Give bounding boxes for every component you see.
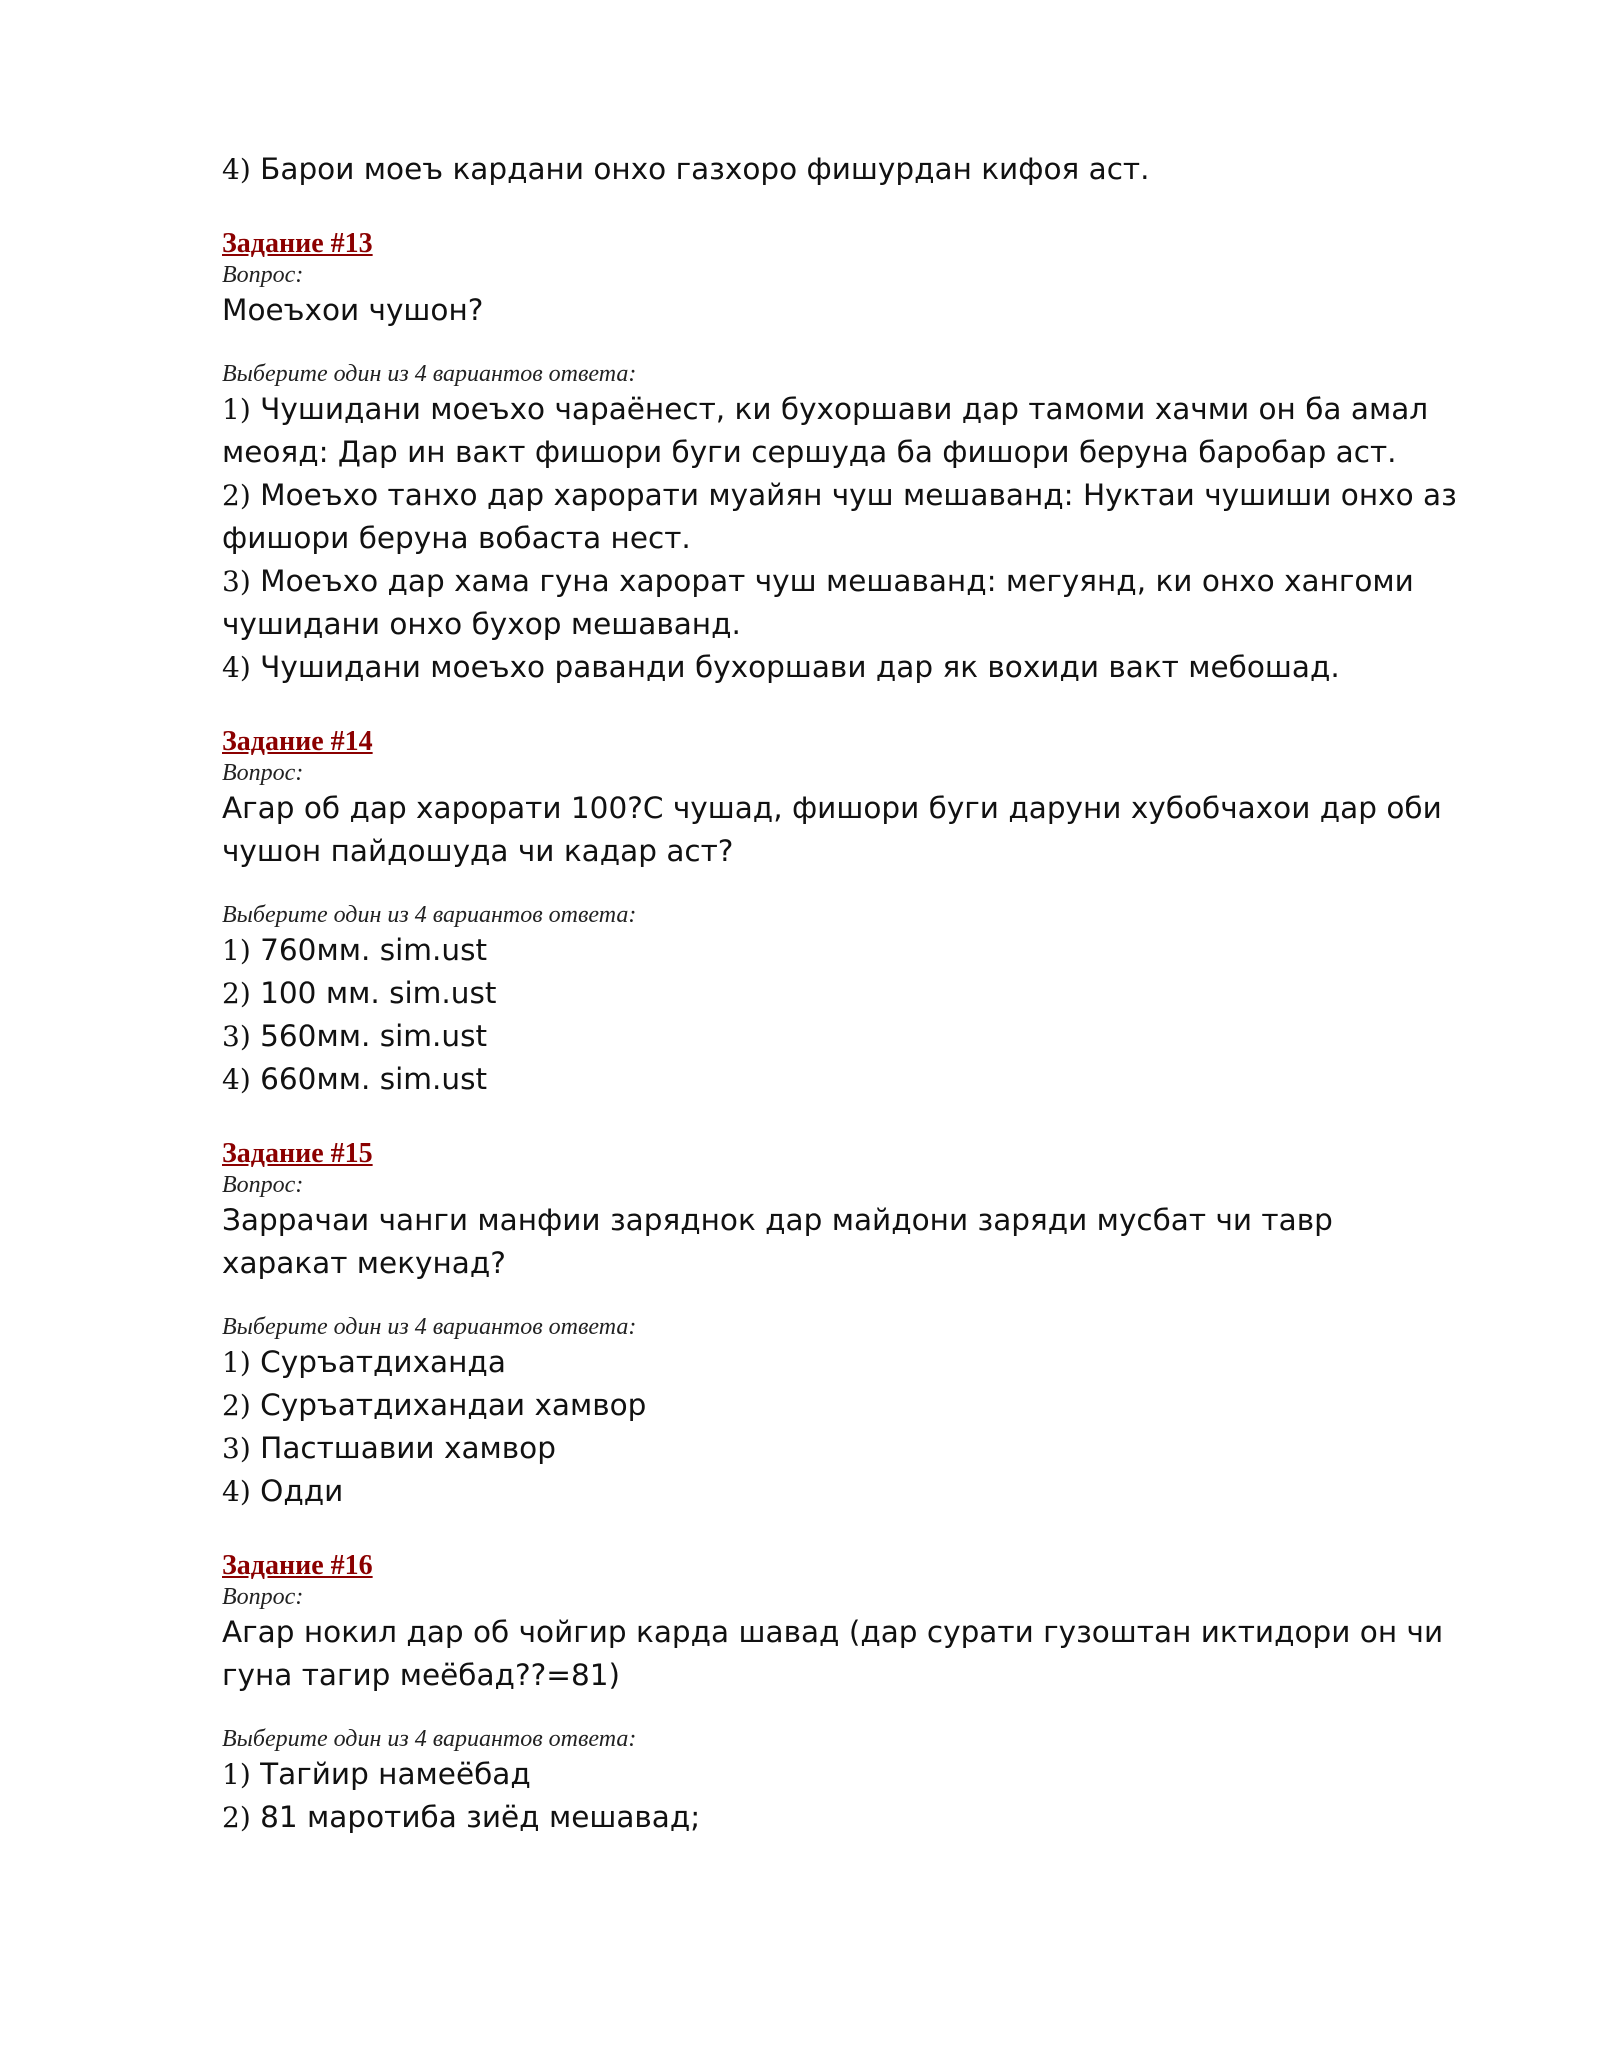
answer-text: 660мм. sim.ust xyxy=(260,1062,488,1096)
answer-list xyxy=(222,388,1462,689)
answer-number: 1) xyxy=(222,1758,251,1791)
answer-option xyxy=(222,1753,1462,1796)
question-label: Вопрос: xyxy=(222,760,304,786)
answer-option xyxy=(222,972,1462,1015)
task-16 xyxy=(222,1549,1462,1839)
answer-number: 4) xyxy=(222,1475,251,1508)
task-14 xyxy=(222,725,1462,1101)
answer-list xyxy=(222,1753,1462,1839)
task-title[interactable]: Задание #14 xyxy=(222,726,373,757)
answer-option xyxy=(222,1470,1462,1513)
document-page xyxy=(222,148,1462,1839)
choose-label: Выберите один из 4 вариантов ответа: xyxy=(222,902,637,928)
task-title[interactable]: Задание #15 xyxy=(222,1138,373,1169)
question-label: Вопрос: xyxy=(222,1584,304,1610)
task-title[interactable]: Задание #13 xyxy=(222,228,373,259)
answer-option xyxy=(222,388,1462,474)
answer-list xyxy=(222,1341,1462,1513)
answer-option xyxy=(222,474,1462,560)
answer-option xyxy=(222,929,1462,972)
answer-option xyxy=(222,560,1462,646)
answer-option xyxy=(222,1058,1462,1101)
answer-text: 81 маротиба зиёд мешавад; xyxy=(260,1800,701,1834)
answer-text: 560мм. sim.ust xyxy=(260,1019,488,1053)
answer-option xyxy=(222,1427,1462,1470)
answer-number: 4) xyxy=(222,651,251,684)
answer-option xyxy=(222,1384,1462,1427)
answer-number: 3) xyxy=(222,1020,251,1053)
answer-number: 3) xyxy=(222,565,251,598)
task-15 xyxy=(222,1137,1462,1513)
question-text: Заррачаи чанги манфии заряднок дар майдони заряди мусбат чи тавр харакат мекунад? xyxy=(222,1203,1333,1280)
answer-option xyxy=(222,1341,1462,1384)
answer-text: Одди xyxy=(260,1474,344,1508)
answer-text: Моеъхо танхо дар харорати муайян чуш мешаванд: Нуктаи чушиши онхо аз фишори беруна вобаста нест. xyxy=(222,478,1457,555)
question-text: Агар нокил дар об чойгир карда шавад (дар сурати гузоштан иктидори он чи гуна тагир меёбад??=81) xyxy=(222,1615,1444,1692)
answer-text: Суръатдиханда xyxy=(260,1345,506,1379)
answer-text: 760мм. sim.ust xyxy=(260,933,488,967)
answer-number: 2) xyxy=(222,479,251,512)
answer-number: 3) xyxy=(222,1432,251,1465)
answer-number: 2) xyxy=(222,1389,251,1422)
answer-number: 1) xyxy=(222,934,251,967)
answer-text: Чушидани моеъхо раванди бухоршави дар як вохиди вакт мебошад. xyxy=(260,650,1340,684)
answer-list xyxy=(222,929,1462,1101)
answer-text: Пастшавии хамвор xyxy=(260,1431,556,1465)
task-title[interactable]: Задание #16 xyxy=(222,1550,373,1581)
answer-text: Чушидани моеъхо чараёнест, ки бухоршави дар тамоми хачми он ба амал меояд: Дар ин вакт фишори буги сершуда ба фишори беруна баробар аст. xyxy=(222,392,1429,469)
answer-option xyxy=(222,1015,1462,1058)
answer-option xyxy=(222,1796,1462,1839)
answer-option xyxy=(222,646,1462,689)
choose-label: Выберите один из 4 вариантов ответа: xyxy=(222,361,637,387)
choose-label: Выберите один из 4 вариантов ответа: xyxy=(222,1314,637,1340)
answer-number: 1) xyxy=(222,1346,251,1379)
question-text: Агар об дар харорати 100?С чушад, фишори буги даруни хубобчахои дар оби чушон пайдошуда чи кадар аст? xyxy=(222,791,1442,868)
answer-text: 100 мм. sim.ust xyxy=(260,976,497,1010)
question-label: Вопрос: xyxy=(222,1172,304,1198)
answer-number: 2) xyxy=(222,977,251,1010)
answer-text: Суръатдихандаи хамвор xyxy=(260,1388,647,1422)
answer-option xyxy=(222,148,1462,191)
question-label: Вопрос: xyxy=(222,262,304,288)
answer-text: Моеъхо дар хама гуна харорат чуш мешаванд: мегуянд, ки онхо хангоми чушидани онхо бухор мешаванд. xyxy=(222,564,1414,641)
question-text: Моеъхои чушон? xyxy=(222,293,484,327)
answer-text: Барои моеъ кардани онхо газхоро фишурдан кифоя аст. xyxy=(260,152,1150,186)
answer-number: 1) xyxy=(222,393,251,426)
choose-label: Выберите один из 4 вариантов ответа: xyxy=(222,1726,637,1752)
answer-number: 2) xyxy=(222,1801,251,1834)
answer-text: Тагйир намеёбад xyxy=(260,1757,531,1791)
answer-number: 4) xyxy=(222,153,251,186)
answer-number: 4) xyxy=(222,1063,251,1096)
task-13 xyxy=(222,227,1462,689)
